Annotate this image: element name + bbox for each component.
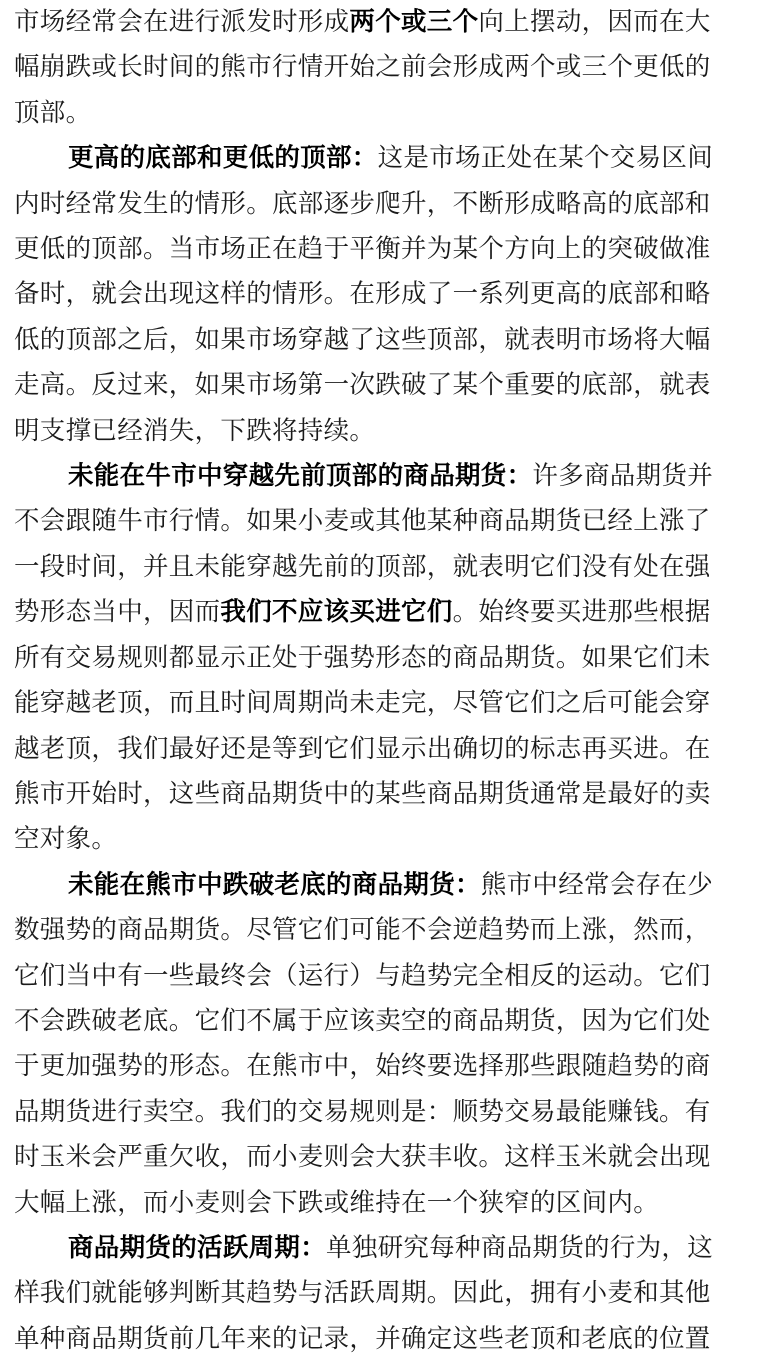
text-line: 越老顶，我们最好还是等到它们显示出确切的标志再买进。在 xyxy=(14,733,711,764)
section-heading-bear-market: 未能在熊市中跌破老底的商品期货： xyxy=(68,869,481,900)
text-line: 空对象。 xyxy=(14,824,118,855)
text-line: 熊市开始时，这些商品期货中的某些商品期货通常是最好的卖 xyxy=(14,778,711,809)
text-line: 品期货进行卖空。我们的交易规则是：顺势交易最能赚钱。有 xyxy=(14,1096,711,1127)
text-line: 未能在熊市中跌破老底的商品期货：熊市中经常会存在少 xyxy=(68,869,714,900)
text-line: 一段时间，并且未能穿越先前的顶部，就表明它们没有处在强 xyxy=(14,551,711,582)
text-line: 不会跟随牛市行情。如果小麦或其他某种商品期货已经上涨了 xyxy=(14,506,711,537)
text-line: 更高的底部和更低的顶部：这是市场正处在某个交易区间 xyxy=(68,143,714,174)
bold-segment: 两个或三个 xyxy=(349,7,479,37)
bold-segment: 我们不应该买进它们 xyxy=(220,597,453,628)
text-line: 数强势的商品期货。尽管它们可能不会逆趋势而上涨，然而， xyxy=(14,915,711,946)
section-heading-bull-market: 未能在牛市中穿越先前顶部的商品期货： xyxy=(68,461,533,492)
text-line: 备时，就会出现这样的情形。在形成了一系列更高的底部和略 xyxy=(14,279,711,310)
text-segment: 向上摆动，因而在大 xyxy=(478,7,711,37)
text-line: 商品期货的活跃周期：单独研究每种商品期货的行为，这 xyxy=(68,1232,714,1263)
text-line: 顶部。 xyxy=(14,97,92,128)
text-line: 低的顶部之后，如果市场穿越了这些顶部，就表明市场将大幅 xyxy=(14,324,711,355)
text-line: 它们当中有一些最终会（运行）与趋势完全相反的运动。它们 xyxy=(14,960,711,991)
paragraph-distribution-tops xyxy=(14,0,754,136)
document-page xyxy=(14,0,754,1362)
text-line: 时玉米会严重欠收，而小麦则会大获丰收。这样玉米就会出现 xyxy=(14,1142,711,1173)
text-line: 样我们就能够判断其趋势与活跃周期。因此，拥有小麦和其他 xyxy=(14,1278,711,1309)
text-line: 大幅上涨，而小麦则会下跌或维持在一个狭窄的区间内。 xyxy=(14,1187,660,1218)
text-line: 不会跌破老底。它们不属于应该卖空的商品期货，因为它们处 xyxy=(14,1005,711,1036)
paragraph-bull-market-tops xyxy=(14,454,754,863)
text-line: 势形态当中，因而我们不应该买进它们。始终要买进那些根据 xyxy=(14,597,711,628)
text-line: 于更加强势的形态。在熊市中，始终要选择那些跟随趋势的商 xyxy=(14,1051,711,1082)
text-segment: 市场经常会在进行派发时形成 xyxy=(14,7,350,37)
paragraph-active-cycles xyxy=(14,1226,754,1362)
text-line: 明支撑已经消失，下跌将持续。 xyxy=(14,415,376,446)
text-line xyxy=(14,0,754,45)
text-line: 内时经常发生的情形。底部逐步爬升，不断形成略高的底部和 xyxy=(14,188,711,219)
text-line: 幅崩跌或长时间的熊市行情开始之前会形成两个或三个更低的 xyxy=(14,52,711,83)
text-line: 更低的顶部。当市场正在趋于平衡并为某个方向上的突破做准 xyxy=(14,234,711,265)
text-line: 未能在牛市中穿越先前顶部的商品期货：许多商品期货并 xyxy=(68,461,714,492)
text-line: 能穿越老顶，而且时间周期尚未走完，尽管它们之后可能会穿 xyxy=(14,688,711,719)
paragraph-bear-market-bottoms xyxy=(14,863,754,1226)
text-line: 走高。反过来，如果市场第一次跌破了某个重要的底部，就表 xyxy=(14,370,711,401)
section-heading-active-cycles: 商品期货的活跃周期： xyxy=(68,1232,327,1263)
paragraph-higher-bottoms-lower-tops xyxy=(14,136,754,454)
section-heading-higher-bottoms: 更高的底部和更低的顶部： xyxy=(68,143,378,174)
text-line: 所有交易规则都显示正处于强势形态的商品期货。如果它们未 xyxy=(14,642,711,673)
text-line: 单种商品期货前几年来的记录，并确定这些老顶和老底的位置 xyxy=(14,1323,711,1354)
